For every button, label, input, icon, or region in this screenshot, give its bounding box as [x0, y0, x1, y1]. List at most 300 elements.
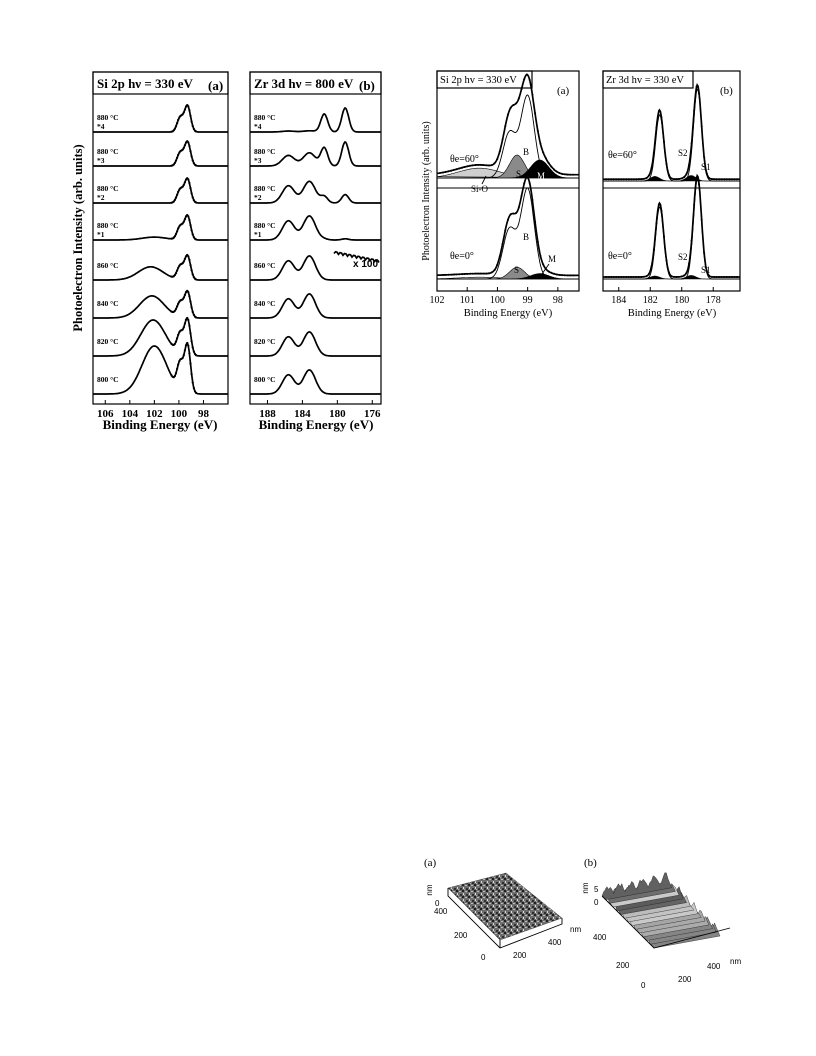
fig2a-tick-label: 102 [429, 295, 445, 306]
data-point [537, 130, 539, 132]
fig1a-panel-tag: (a) [208, 78, 224, 93]
data-point [184, 294, 186, 296]
fig1b-temp-label: 880 °C [254, 221, 276, 230]
data-point [174, 235, 176, 237]
data-point [731, 276, 733, 278]
fig2-panel-b [603, 71, 740, 319]
data-point [648, 175, 650, 177]
fig2b-s1-component [603, 89, 740, 181]
fig3a-y-tick-0: 0 [481, 953, 486, 962]
data-point [545, 157, 547, 159]
data-point [660, 210, 662, 212]
data-point [630, 178, 632, 180]
data-point [678, 178, 680, 180]
data-point [458, 167, 460, 169]
fig1b-temp-label: *2 [254, 193, 262, 202]
fig1b-temp-label: *3 [254, 156, 262, 165]
data-point [613, 276, 615, 278]
fig2a-panel-tag: (a) [557, 85, 570, 97]
data-point [510, 213, 512, 215]
data-point [187, 178, 189, 180]
data-point [182, 328, 184, 330]
data-point [177, 303, 179, 305]
data-point [723, 178, 725, 180]
fig2b-label-S2-top: S2 [678, 148, 688, 158]
data-point [512, 104, 514, 106]
data-point [633, 178, 635, 180]
data-point [466, 165, 468, 167]
data-point [192, 346, 194, 348]
data-point [643, 276, 645, 278]
fig2a-label-S-bottom: S [514, 265, 520, 275]
data-point [663, 236, 665, 238]
fig3a-x-tick-200: 200 [513, 951, 527, 960]
fig3-panel-b [581, 857, 741, 990]
data-point [673, 178, 675, 180]
data-point [671, 177, 673, 179]
data-point [542, 264, 544, 266]
figure-1 [68, 66, 398, 436]
data-point [175, 197, 177, 199]
data-point [189, 150, 191, 152]
fig3b-panel-tag: (b) [584, 857, 597, 869]
data-point [708, 275, 710, 277]
data-point [174, 128, 176, 130]
fig3b-x-tick-400: 400 [707, 962, 721, 971]
data-point [608, 276, 610, 278]
data-point [658, 203, 660, 205]
data-point [550, 166, 552, 168]
fig2b-tick-label: 178 [705, 295, 721, 306]
data-point [521, 88, 523, 90]
data-point [683, 275, 685, 277]
fig2-panel-a [430, 71, 580, 319]
fig2b-label-S2-bottom: S2 [678, 252, 688, 262]
data-point [728, 276, 730, 278]
data-point [688, 262, 690, 264]
data-point [445, 171, 447, 173]
data-point [184, 349, 186, 351]
data-point [192, 273, 194, 275]
fig1-y-axis-label: Photoelectron Intensity (arb. units) [71, 144, 85, 332]
data-point [681, 276, 683, 278]
fig1b-temp-label: 880 °C [254, 147, 276, 156]
data-point [507, 219, 509, 221]
fig3b-axis-unit: nm [730, 957, 742, 966]
data-point [461, 273, 463, 275]
data-point [726, 276, 728, 278]
fig3b-y-tick-200: 200 [616, 961, 630, 970]
data-point [192, 196, 194, 198]
data-point [192, 233, 194, 235]
fig3b-z-tick-0: 0 [594, 898, 599, 907]
data-point [183, 260, 185, 262]
data-point [195, 278, 197, 280]
data-point [540, 143, 542, 145]
data-point [531, 199, 533, 201]
data-point [518, 206, 520, 208]
fig1a-temp-label: *3 [97, 156, 105, 165]
fig1a-temp-label: 840 °C [97, 299, 119, 308]
data-point [176, 157, 178, 159]
data-point [736, 178, 738, 180]
data-point [548, 270, 550, 272]
data-point [635, 178, 637, 180]
data-point [442, 274, 444, 276]
data-point [540, 255, 542, 257]
fig1a-tick-label: 100 [170, 408, 188, 420]
data-point [184, 144, 186, 146]
data-point [605, 178, 607, 180]
data-point [550, 272, 552, 274]
data-point [613, 178, 615, 180]
fig1a-temp-label: 880 °C [97, 221, 119, 230]
data-point [561, 274, 563, 276]
data-point [706, 172, 708, 174]
data-point [475, 273, 477, 275]
data-point [556, 274, 558, 276]
data-point [183, 326, 185, 328]
data-point [610, 276, 612, 278]
data-point [628, 178, 630, 180]
data-point [625, 178, 627, 180]
fig2a-tick-label: 99 [522, 295, 533, 306]
data-point [176, 305, 178, 307]
data-point [645, 177, 647, 179]
data-point [703, 252, 705, 254]
data-point [640, 178, 642, 180]
data-point [187, 345, 189, 347]
fig2a-tick-label: 100 [489, 295, 505, 306]
fig2b-s1-component [603, 179, 740, 279]
fig1a-temp-label: *1 [97, 230, 105, 239]
data-point [698, 93, 700, 95]
data-point [564, 274, 566, 276]
fig2a-angle-top: θe=60° [450, 154, 479, 165]
data-point [499, 150, 501, 152]
fig3b-z-tick-5: 5 [594, 885, 599, 894]
data-point [466, 273, 468, 275]
data-point [504, 229, 506, 231]
data-point [721, 276, 723, 278]
data-point [189, 363, 191, 365]
data-point [189, 264, 191, 266]
data-point [502, 138, 504, 140]
data-point [653, 249, 655, 251]
data-point [526, 74, 528, 76]
data-point [561, 173, 563, 175]
fig1b-tick-label: 176 [364, 408, 381, 420]
data-point [177, 363, 179, 365]
fig1a-tick-label: 106 [97, 408, 114, 420]
data-point [504, 125, 506, 127]
data-point [176, 269, 178, 271]
data-point [645, 275, 647, 277]
data-point [191, 340, 193, 342]
data-point [187, 105, 189, 107]
fig1a-temp-label: 820 °C [97, 337, 119, 346]
fig3b-y-tick-400: 400 [593, 933, 607, 942]
data-point [676, 276, 678, 278]
data-point [683, 176, 685, 178]
fig1b-temp-label: 880 °C [254, 184, 276, 193]
fig2a-s-component [437, 267, 579, 279]
data-point [633, 276, 635, 278]
data-point [189, 301, 191, 303]
fig2a-label-S-top: S [516, 169, 522, 179]
data-point [182, 357, 184, 359]
fig3a-axis-unit: nm [570, 925, 582, 934]
fig1b-temp-label: 860 °C [254, 261, 276, 270]
fig2a-title: Si 2p hv = 330 eV [440, 75, 517, 86]
data-point [186, 342, 188, 344]
fig1a-temp-label: 860 °C [97, 261, 119, 270]
data-point [572, 174, 574, 176]
data-point [453, 274, 455, 276]
data-point [195, 392, 197, 394]
data-point [553, 273, 555, 275]
data-point [176, 194, 178, 196]
data-point [666, 260, 668, 262]
data-point [531, 94, 533, 96]
data-point [188, 352, 190, 354]
data-point [668, 174, 670, 176]
data-point [515, 212, 517, 214]
data-point [693, 204, 695, 206]
fig3-panel-a [424, 857, 581, 962]
fig2b-label-S1-bottom: S1 [701, 265, 711, 275]
data-point [182, 113, 184, 115]
data-point [686, 272, 688, 274]
data-point [648, 273, 650, 275]
fig2a-label-B-top: B [523, 147, 530, 157]
data-point [640, 276, 642, 278]
data-point [529, 79, 531, 81]
fig2b-fit-envelope [603, 85, 740, 179]
fig1a-temp-label: *4 [97, 122, 105, 131]
data-point [176, 337, 178, 339]
data-point [618, 178, 620, 180]
fig1a-spectrum [93, 343, 228, 394]
data-point [502, 243, 504, 245]
fig1-panel-b [250, 72, 381, 432]
data-point [615, 276, 617, 278]
data-point [708, 177, 710, 179]
data-point [469, 273, 471, 275]
data-point [192, 381, 194, 383]
data-point [188, 325, 190, 327]
fig3a-panel-tag: (a) [424, 857, 437, 869]
data-point [193, 351, 195, 353]
fig1a-temp-label: 880 °C [97, 184, 119, 193]
data-point [731, 178, 733, 180]
fig1b-temp-label: *1 [254, 230, 262, 239]
data-point [488, 272, 490, 274]
data-point [553, 169, 555, 171]
data-point [618, 276, 620, 278]
data-point [488, 165, 490, 167]
data-point [726, 178, 728, 180]
data-point [608, 178, 610, 180]
data-point [567, 274, 569, 276]
data-point [650, 266, 652, 268]
data-point [187, 319, 189, 321]
fig2a-angle-bottom: θe=0° [450, 251, 474, 262]
data-point [480, 273, 482, 275]
data-point [483, 164, 485, 166]
data-point [175, 233, 177, 235]
data-point [183, 297, 185, 299]
data-point [638, 276, 640, 278]
data-point [189, 332, 191, 334]
data-point [445, 274, 447, 276]
fig3b-z-unit: nm [581, 882, 590, 894]
data-point [655, 127, 657, 129]
data-point [523, 182, 525, 184]
data-point [696, 176, 698, 178]
data-point [558, 274, 560, 276]
fig3a-z-unit: nm [425, 884, 434, 896]
data-point [615, 178, 617, 180]
data-point [676, 178, 678, 180]
data-point [448, 274, 450, 276]
data-point [195, 130, 197, 132]
data-point [521, 195, 523, 197]
data-point [558, 172, 560, 174]
data-point [496, 264, 498, 266]
data-point [716, 276, 718, 278]
data-point [564, 173, 566, 175]
data-point [187, 291, 189, 293]
fig3b-surface [602, 873, 720, 948]
data-point [666, 163, 668, 165]
data-point [625, 276, 627, 278]
data-point [736, 276, 738, 278]
fig1a-x-axis-label: Binding Energy (eV) [102, 417, 218, 432]
data-point [623, 276, 625, 278]
fig1b-tick-label: 188 [259, 408, 276, 420]
fig3a-surface-shade [448, 873, 562, 940]
fig2b-panel-tag: (b) [720, 85, 733, 97]
data-point [623, 178, 625, 180]
data-point [698, 184, 700, 186]
data-point [450, 274, 452, 276]
fig1b-x-axis-label: Binding Energy (eV) [258, 417, 374, 432]
fig2b-tick-label: 182 [642, 295, 658, 306]
fig2b-x-axis-label: Binding Energy (eV) [627, 308, 717, 319]
data-point [191, 373, 193, 375]
data-point [458, 273, 460, 275]
fig1b-title: Zr 3d hν = 800 eV [254, 76, 354, 91]
data-point [188, 295, 190, 297]
data-point [638, 178, 640, 180]
fig2a-tick-label: 98 [552, 295, 563, 306]
data-point [191, 120, 193, 122]
data-point [184, 108, 186, 110]
fig1b-panel-tag: (b) [359, 78, 375, 93]
fig2a-x-axis-label: Binding Energy (eV) [463, 308, 553, 319]
data-point [183, 111, 185, 113]
data-point [491, 164, 493, 166]
data-point [453, 169, 455, 171]
fig1b-temp-label: 820 °C [254, 337, 276, 346]
data-point [450, 170, 452, 172]
data-point [183, 221, 185, 223]
data-point [191, 269, 193, 271]
data-point [195, 354, 197, 356]
data-point [701, 125, 703, 127]
data-point [175, 341, 177, 343]
fig3a-x-tick-400: 400 [548, 938, 562, 947]
data-point [491, 271, 493, 273]
data-point [177, 334, 179, 336]
fig2a-label-M-bottom: M [548, 254, 557, 264]
data-point [526, 176, 528, 178]
data-point [174, 343, 176, 345]
data-point [177, 227, 179, 229]
data-point [175, 272, 177, 274]
data-point [177, 119, 179, 121]
fig3a-y-tick-400: 400 [434, 907, 448, 916]
data-point [188, 109, 190, 111]
data-point [701, 219, 703, 221]
data-point [192, 125, 194, 127]
fig2b-angle-top: θe=60° [608, 150, 637, 161]
data-point [713, 276, 715, 278]
data-point [537, 241, 539, 243]
data-point [572, 274, 574, 276]
figure-3-afm [420, 848, 760, 1018]
data-point [523, 78, 525, 80]
data-point [480, 164, 482, 166]
data-point [620, 276, 622, 278]
fig2a-label-B-bottom: B [523, 232, 530, 242]
data-point [673, 276, 675, 278]
data-point [650, 168, 652, 170]
data-point [534, 112, 536, 114]
data-point [691, 240, 693, 242]
fig1b-x100-note: x 100 [353, 259, 379, 270]
data-point [529, 182, 531, 184]
data-point [195, 201, 197, 203]
fig1a-tick-label: 98 [197, 408, 209, 420]
data-point [485, 164, 487, 166]
data-point [184, 258, 186, 260]
fig1b-temp-label: 880 °C [254, 113, 276, 122]
data-point [496, 158, 498, 160]
data-point [188, 259, 190, 261]
data-point [494, 269, 496, 271]
data-point [668, 272, 670, 274]
data-point [456, 168, 458, 170]
figure-2 [420, 66, 750, 326]
data-point [569, 174, 571, 176]
fig2a-label-M-top: M [537, 171, 546, 181]
data-point [556, 171, 558, 173]
data-point [663, 141, 665, 143]
data-point [195, 238, 197, 240]
data-point [711, 276, 713, 278]
data-point [175, 160, 177, 162]
data-point [620, 178, 622, 180]
fig1b-tick-label: 180 [329, 408, 346, 420]
data-point [660, 116, 662, 118]
data-point [187, 141, 189, 143]
data-point [175, 372, 177, 374]
data-point [192, 159, 194, 161]
fig1a-tick-label: 104 [121, 408, 139, 420]
data-point [195, 164, 197, 166]
